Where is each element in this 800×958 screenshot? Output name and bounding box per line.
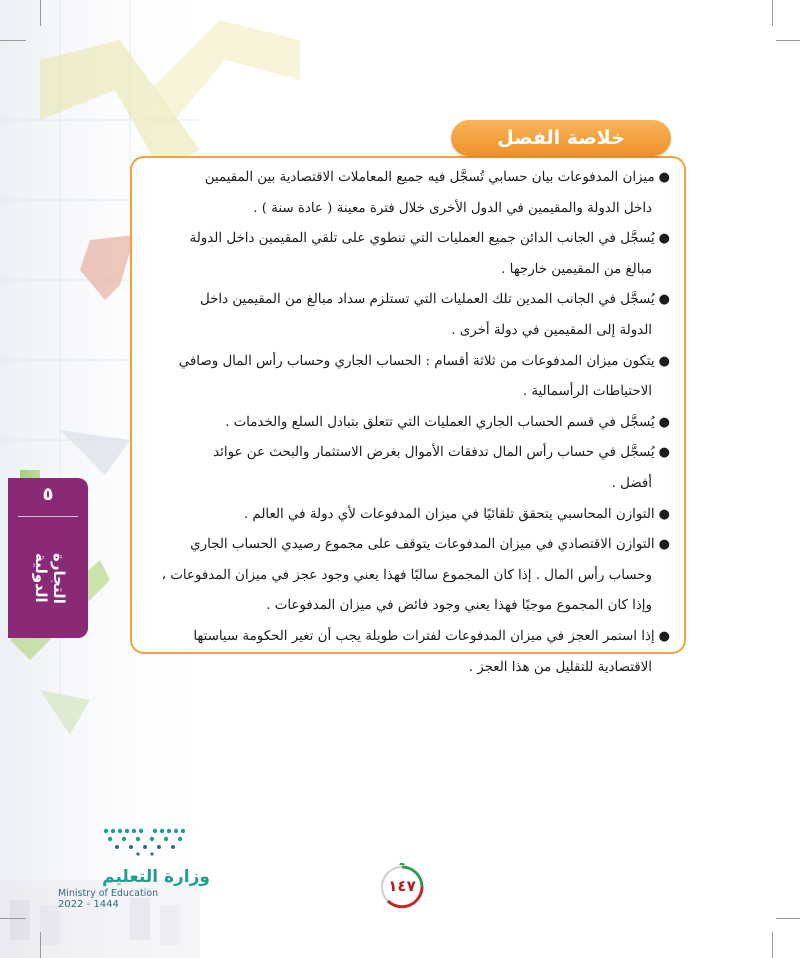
- summary-line: ●يُسجَّل في الجانب المدين تلك العمليات التي تستلزم سداد مبالغ من المقيمين داخل: [200, 292, 670, 308]
- chapter-number: ٥: [42, 484, 54, 505]
- bullet-icon: ●: [658, 506, 670, 522]
- summary-line: ●يُسجَّل في حساب رأس المال تدفقات الأموال بغرض الاستثمار والبحث عن عوائد: [213, 445, 670, 461]
- chapter-tab-divider: [18, 516, 78, 517]
- bullet-icon: ●: [658, 353, 670, 369]
- ministry-logo-icon: [100, 826, 190, 856]
- summary-line: الدولة إلى المقيمين في دولة أخرى .: [451, 322, 652, 338]
- summary-line: الاقتصادية للتقليل من هذا العجز .: [468, 659, 652, 675]
- summary-line: ●يُسجَّل في الجانب الدائن جميع العمليات التي تنطوي على تلقي المقيمين داخل الدولة: [189, 231, 670, 247]
- bullet-icon: ●: [658, 292, 670, 308]
- summary-line: أفضل .: [611, 475, 652, 491]
- summary-line: ●إذا استمر العجز في ميزان المدفوعات لفترات طويلة يجب أن تغير الحكومة سياستها: [193, 628, 670, 644]
- bullet-icon: ●: [658, 170, 670, 185]
- summary-line: ●يتكون ميزان المدفوعات من ثلاثة أقسام : الحساب الجاري وحساب رأس المال وصافي: [178, 353, 670, 369]
- ministry-name-english: Ministry of Education: [58, 888, 159, 899]
- summary-line: داخل الدولة والمقيمين في الدول الأخرى خلال فترة معينة ( عادة سنة ) .: [253, 200, 652, 216]
- page-number-badge: [378, 863, 426, 911]
- summary-line: ●يُسجَّل في قسم الحساب الجاري العمليات التي تتعلق بتبادل السلع والخدمات .: [225, 414, 670, 430]
- crop-mark: [776, 40, 800, 41]
- ministry-year: 2022 - 1444: [58, 899, 119, 910]
- crop-mark: [0, 918, 26, 919]
- bullet-icon: ●: [658, 445, 670, 461]
- chapter-title: التجارة الدولية: [32, 552, 68, 604]
- summary-line: وإذا كان المجموع موجبًا فهذا يعني وجود فائض في ميزان المدفوعات .: [266, 598, 652, 614]
- bullet-icon: ●: [658, 231, 670, 247]
- crop-mark: [776, 918, 800, 919]
- bullet-icon: ●: [658, 537, 670, 553]
- summary-title: خلاصة الفصل: [451, 120, 671, 156]
- crop-mark: [0, 40, 26, 41]
- summary-line: ●التوازن المحاسبي يتحقق تلقائيًا في ميزان المدفوعات لأي دولة في العالم .: [243, 506, 670, 522]
- bullet-icon: ●: [658, 414, 670, 430]
- summary-line: مبالغ من المقيمين خارجها .: [501, 261, 652, 277]
- chapter-side-tab: [8, 478, 88, 638]
- summary-line: الاحتياطات الرأسمالية .: [522, 384, 652, 400]
- summary-content: [140, 163, 670, 683]
- crop-mark: [772, 932, 773, 958]
- crop-mark: [772, 0, 773, 26]
- summary-line: ●التوازن الاقتصادي في ميزان المدفوعات يتوقف على مجموع رصيدي الحساب الجاري: [190, 537, 670, 553]
- page-number: ١٤٧: [388, 877, 416, 895]
- crop-mark: [40, 932, 41, 958]
- summary-line: وحساب رأس المال . إذا كان المجموع سالبًا فهذا يعني وجود عجز في ميزان المدفوعات ،: [161, 567, 652, 583]
- crop-mark: [40, 0, 41, 26]
- summary-line: ●ميزان المدفوعات بيان حسابي تُسجَّل فيه جميع المعاملات الاقتصادية بين المقيمين: [204, 170, 670, 185]
- bullet-icon: ●: [658, 628, 670, 644]
- ministry-name-arabic: وزارة التعليم: [102, 867, 210, 887]
